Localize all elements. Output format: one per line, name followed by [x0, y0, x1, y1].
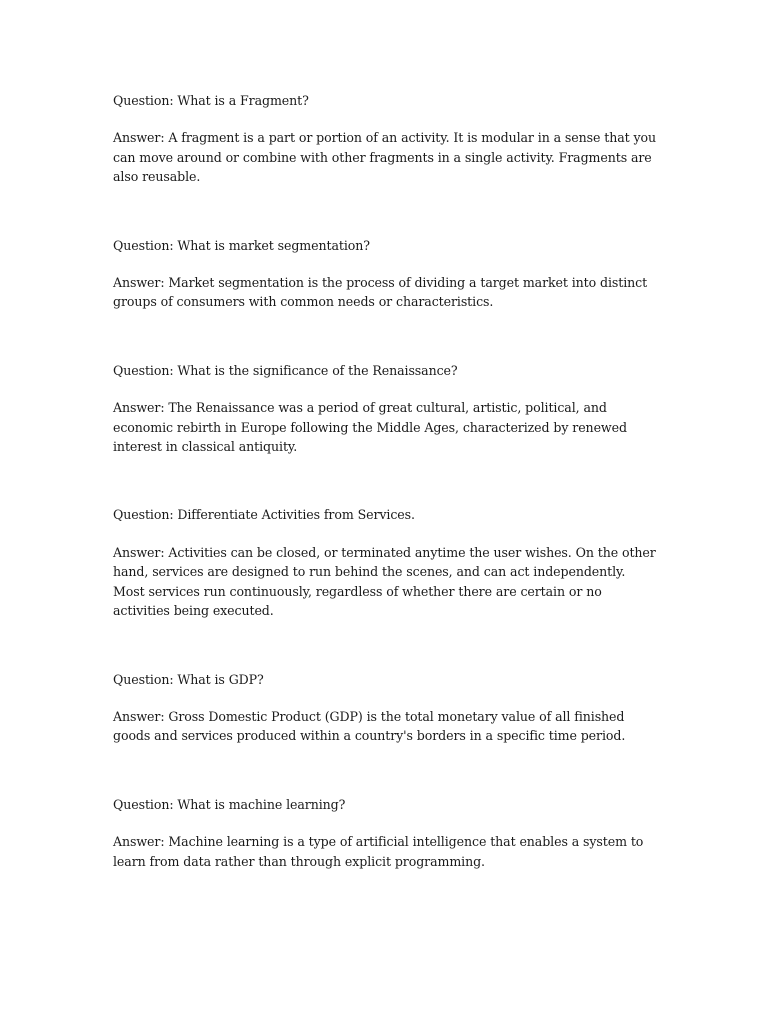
qa-block-machine-learning: [113, 795, 658, 871]
qa-block-fragment: [113, 91, 658, 187]
answer-text: Answer: Market segmentation is the process of dividing a target market into distinct groups of consumers with common needs or characteristics.: [113, 275, 648, 310]
question-text: Question: What is machine learning?: [113, 796, 346, 812]
question-text: Question: What is GDP?: [113, 671, 264, 687]
qa-block-activities-services: [113, 505, 658, 620]
question-text: Question: What is the significance of the Renaissance?: [113, 362, 458, 378]
answer-text: Answer: Machine learning is a type of artificial intelligence that enables a system to learn from data rather than through explicit programming.: [113, 834, 644, 869]
answer-text: Answer: Gross Domestic Product (GDP) is the total monetary value of all finished goods and services produced within a country's borders in a specific time period.: [113, 708, 626, 744]
qa-block-renaissance: [113, 361, 658, 457]
document-page: [113, 91, 658, 920]
answer-text: Answer: A fragment is a part or portion of an activity. It is modular in a sense that you can move around or combine with other fragments in a single activity. Fragments are also reusable.: [113, 130, 657, 185]
qa-block-market-segmentation: [113, 236, 658, 312]
question-text: Question: What is a Fragment?: [113, 93, 309, 108]
question-text: Question: Differentiate Activities from Services.: [113, 507, 415, 523]
question-text: Question: What is market segmentation?: [113, 237, 370, 253]
qa-block-gdp: [113, 670, 658, 746]
answer-text: Answer: Activities can be closed, or terminated anytime the user wishes. On the other hand, services are designed to run behind the scenes, and can act independently. Most services run continuously, regardless of whether there are certain or no activities being executed.: [113, 544, 656, 619]
answer-text: Answer: The Renaissance was a period of great cultural, artistic, political, and economic rebirth in Europe following the Middle Ages, characterized by renewed interest in classical antiquity.: [113, 400, 627, 455]
